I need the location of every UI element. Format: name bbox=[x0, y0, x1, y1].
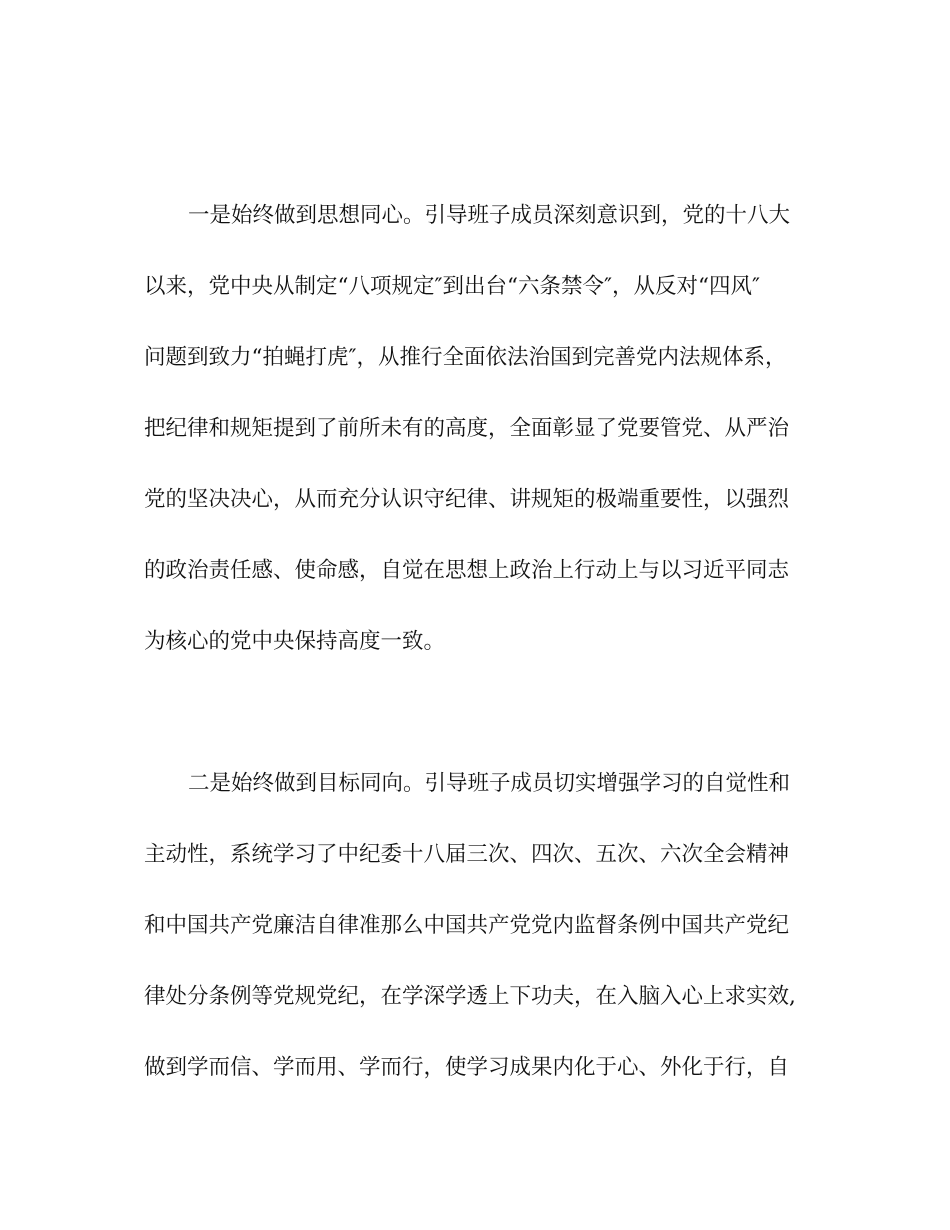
paragraph-1-line-5: 党的坚决决心，从而充分认识守纪律、讲规矩的极端重要性，以强烈 bbox=[144, 487, 790, 512]
paragraph-1-line-4: 把纪律和规矩提到了前所未有的高度，全面彰显了党要管党、从严治 bbox=[144, 416, 790, 441]
paragraph-1-line-6: 的政治责任感、使命感，自觉在思想上政治上行动上与以习近平同志 bbox=[144, 558, 790, 583]
paragraph-2-line-3: 和中国共产党廉洁自律准那么中国共产党党内监督条例中国共产党纪 bbox=[144, 913, 790, 938]
paragraph-1-line-7: 为核心的党中央保持高度一致。 bbox=[144, 629, 446, 654]
paragraph-2-line-2: 主动性，系统学习了中纪委十八届三次、四次、五次、六次全会精神 bbox=[144, 842, 790, 867]
paragraph-1-line-1: 一是始终做到思想同心。引导班子成员深刻意识到，党的十八大 bbox=[188, 203, 791, 228]
paragraph-2-line-5: 做到学而信、学而用、学而行，使学习成果内化于心、外化于行，自 bbox=[144, 1055, 790, 1080]
paragraph-1-line-3: 问题到致力“拍蝇打虎″，从推行全面依法治国到完善党内法规体系， bbox=[144, 345, 787, 370]
paragraph-1-line-2: 以来，党中央从制定“八项规定″到出台“六条禁令″，从反对“四风″ bbox=[144, 274, 761, 299]
paragraph-2-line-4: 律处分条例等党规党纪，在学深学透上下功夫，在入脑入心上求实效, bbox=[144, 984, 796, 1009]
paragraph-2-line-1: 二是始终做到目标同向。引导班子成员切实增强学习的自觉性和 bbox=[188, 771, 791, 796]
